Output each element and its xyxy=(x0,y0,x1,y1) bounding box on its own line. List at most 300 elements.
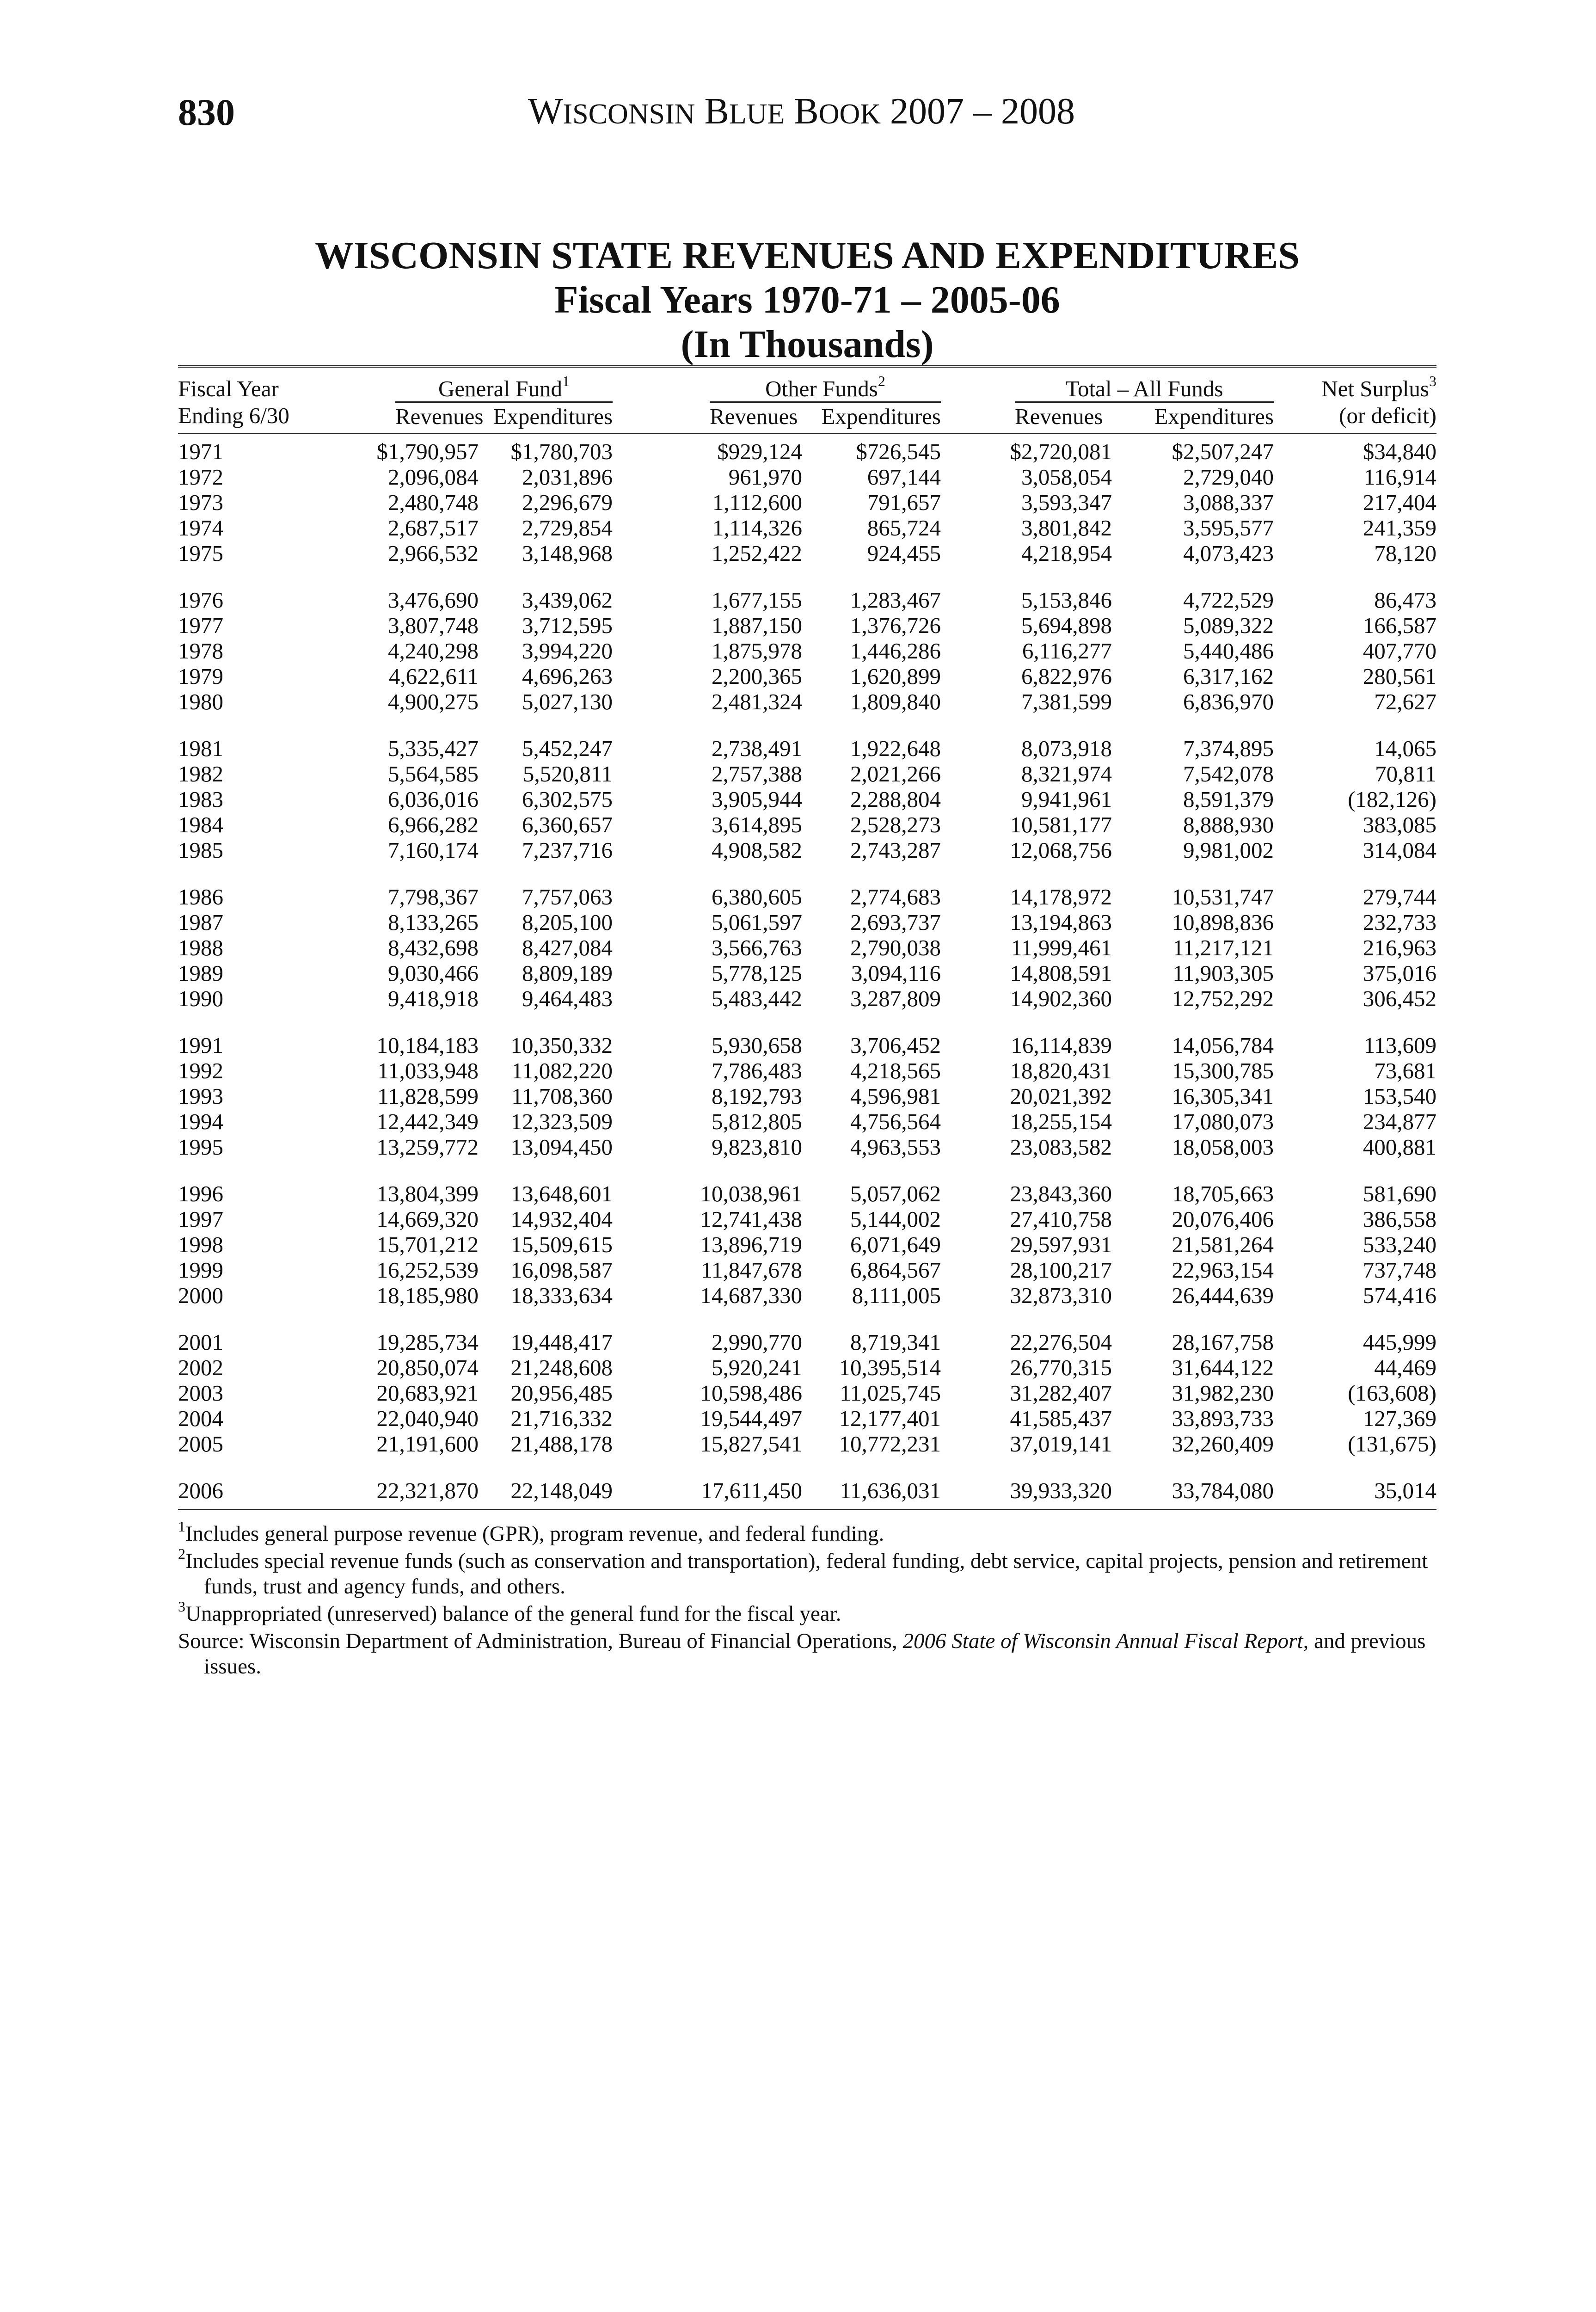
cell-gf-expenditures: 13,648,601 xyxy=(510,1181,613,1206)
cell-total-revenues: 16,114,839 xyxy=(1011,1033,1112,1058)
cell-of-expenditures: 4,596,981 xyxy=(850,1083,941,1109)
cell-net-surplus: 234,877 xyxy=(1363,1109,1436,1134)
header-total-expenditures: Expenditures xyxy=(1154,404,1274,429)
book-title xyxy=(528,91,1075,133)
table-row xyxy=(178,787,1436,812)
cell-total-expenditures: 3,088,337 xyxy=(1183,490,1274,515)
cell-fiscal-year: 2005 xyxy=(178,1431,223,1457)
table-row xyxy=(178,714,1436,761)
cell-gf-expenditures: 22,148,049 xyxy=(479,1457,613,1510)
cell-of-revenues: 14,687,330 xyxy=(700,1283,802,1308)
cell-fiscal-year: 1995 xyxy=(178,1134,223,1160)
cell-total-revenues: 29,597,931 xyxy=(1010,1232,1112,1257)
cell-total-expenditures: 6,317,162 xyxy=(1183,664,1274,689)
cell-gf-revenues: 5,335,427 xyxy=(388,736,479,761)
cell-total-revenues: 6,822,976 xyxy=(1021,664,1112,689)
cell-gf-expenditures: 3,994,220 xyxy=(522,638,613,664)
cell-fiscal-year: 1986 xyxy=(178,884,223,910)
cell-total-expenditures: 14,056,784 xyxy=(1172,1033,1274,1058)
cell-gf-expenditures: 5,027,130 xyxy=(522,689,613,714)
footnote-2: $^2$Includes special revenue funds (such as conservation and transportation), federal funding, debt service, capital projects, pension and retirement funds, trust and agency funds, and others. xyxy=(178,1545,1428,1599)
cell-gf-revenues: 7,798,367 xyxy=(388,884,479,910)
cell-net-surplus: 127,369 xyxy=(1363,1406,1436,1431)
cell-of-revenues: 3,905,944 xyxy=(712,787,802,812)
cell-gf-expenditures: 11,708,360 xyxy=(511,1083,613,1109)
cell-gf-revenues: 21,191,600 xyxy=(376,1431,479,1457)
cell-of-expenditures: 2,790,038 xyxy=(850,935,941,960)
page-number: 830 xyxy=(178,91,235,133)
cell-gf-revenues: 4,900,275 xyxy=(388,689,479,714)
cell-gf-revenues: 3,476,690 xyxy=(388,587,479,613)
cell-gf-expenditures: 9,464,483 xyxy=(522,986,613,1011)
cell-of-expenditures: 10,395,514 xyxy=(839,1355,941,1380)
cell-of-expenditures: 4,963,553 xyxy=(850,1134,941,1160)
cell-of-expenditures: 5,144,002 xyxy=(850,1206,941,1232)
cell-gf-revenues: 8,432,698 xyxy=(388,935,479,960)
cell-of-revenues: 2,990,770 xyxy=(712,1329,802,1355)
cell-total-revenues: 18,255,154 xyxy=(1010,1109,1112,1134)
cell-of-expenditures: 865,724 xyxy=(867,515,941,541)
cell-of-revenues: 1,112,600 xyxy=(712,490,802,515)
cell-net-surplus: 78,120 xyxy=(1374,541,1436,566)
table-row xyxy=(178,986,1436,1011)
cell-gf-revenues: 4,622,611 xyxy=(388,664,479,689)
cell-fiscal-year: 1996 xyxy=(178,1181,223,1206)
cell-net-surplus: 314,084 xyxy=(1363,837,1436,863)
cell-of-revenues: 1,114,326 xyxy=(712,515,802,541)
cell-of-expenditures: 6,071,649 xyxy=(850,1232,941,1257)
cell-total-revenues: 18,820,431 xyxy=(1010,1058,1112,1083)
cell-total-revenues: 14,902,360 xyxy=(1010,986,1112,1011)
cell-of-expenditures: 3,706,452 xyxy=(850,1033,941,1058)
cell-gf-revenues: 2,480,748 xyxy=(388,490,479,515)
cell-gf-revenues: 22,321,870 xyxy=(317,1457,479,1510)
cell-of-revenues: 10,038,961 xyxy=(700,1181,802,1206)
cell-total-revenues: 4,218,954 xyxy=(1021,541,1112,566)
cell-gf-revenues: 9,418,918 xyxy=(388,986,479,1011)
cell-of-expenditures: 4,756,564 xyxy=(850,1109,941,1134)
table-row xyxy=(178,515,1436,541)
table-row xyxy=(178,638,1436,664)
cell-of-revenues: 1,677,155 xyxy=(712,587,802,613)
cell-fiscal-year: 1976 xyxy=(178,587,223,613)
cell-net-surplus: 533,240 xyxy=(1363,1232,1436,1257)
title-line-3: (In Thousands) xyxy=(681,323,934,366)
cell-of-expenditures: 1,922,648 xyxy=(850,736,941,761)
book-years: 2007 – 2008 xyxy=(890,91,1075,132)
cell-net-surplus: (182,126) xyxy=(1348,787,1436,812)
cell-gf-expenditures: 21,248,608 xyxy=(510,1355,613,1380)
cell-gf-expenditures: 5,452,247 xyxy=(522,736,613,761)
cell-total-revenues: 20,021,392 xyxy=(1010,1083,1112,1109)
cell-total-expenditures: 26,444,639 xyxy=(1172,1283,1274,1308)
cell-of-expenditures: 4,218,565 xyxy=(850,1058,941,1083)
cell-total-revenues: $2,720,081 xyxy=(1010,439,1112,464)
table-row xyxy=(178,1232,1436,1257)
cell-net-surplus: 232,733 xyxy=(1363,910,1436,935)
cell-of-revenues: 1,887,150 xyxy=(712,613,802,638)
cell-gf-revenues: 7,160,174 xyxy=(388,837,479,863)
cell-of-expenditures: 2,021,266 xyxy=(850,761,941,787)
cell-total-expenditures: 2,729,040 xyxy=(1183,464,1274,490)
cell-total-revenues: 6,116,277 xyxy=(1022,638,1112,664)
cell-gf-expenditures: 2,729,854 xyxy=(522,515,613,541)
cell-of-expenditures: 791,657 xyxy=(867,490,941,515)
cell-gf-revenues: 2,096,084 xyxy=(388,464,479,490)
cell-net-surplus: (163,608) xyxy=(1348,1380,1436,1406)
cell-gf-revenues: 4,240,298 xyxy=(388,638,479,664)
cell-total-revenues: 8,321,974 xyxy=(1021,761,1112,787)
table-row xyxy=(178,863,1436,910)
cell-net-surplus: 279,744 xyxy=(1363,884,1436,910)
cell-gf-expenditures: 8,427,084 xyxy=(522,935,613,960)
cell-gf-revenues: 6,966,282 xyxy=(388,812,479,837)
cell-total-expenditures: 22,963,154 xyxy=(1172,1257,1274,1283)
cell-total-expenditures: 18,705,663 xyxy=(1172,1181,1274,1206)
cell-net-surplus: 581,690 xyxy=(1363,1181,1436,1206)
cell-gf-expenditures: 3,439,062 xyxy=(522,587,613,613)
cell-gf-expenditures: 21,716,332 xyxy=(510,1406,613,1431)
cell-fiscal-year: 1981 xyxy=(178,736,223,761)
cell-of-expenditures: 11,636,031 xyxy=(802,1457,941,1510)
cell-gf-revenues: 6,036,016 xyxy=(388,787,479,812)
cell-total-expenditures: 4,073,423 xyxy=(1183,541,1274,566)
cell-gf-expenditures: 7,757,063 xyxy=(522,884,613,910)
cell-of-revenues: 3,566,763 xyxy=(712,935,802,960)
table-row xyxy=(178,1431,1436,1457)
cell-of-revenues: 7,786,483 xyxy=(712,1058,802,1083)
cell-gf-expenditures: 18,333,634 xyxy=(510,1283,613,1308)
cell-of-expenditures: 1,620,899 xyxy=(850,664,941,689)
cell-of-revenues: 1,252,422 xyxy=(712,541,802,566)
cell-fiscal-year: 1977 xyxy=(178,613,223,638)
table-row xyxy=(178,613,1436,638)
cell-of-expenditures: 1,809,840 xyxy=(850,689,941,714)
cell-gf-revenues: 19,285,734 xyxy=(376,1329,479,1355)
cell-net-surplus: 73,681 xyxy=(1374,1058,1436,1083)
running-head xyxy=(178,91,1418,141)
table-row xyxy=(178,960,1436,986)
cell-total-expenditures: 3,595,577 xyxy=(1183,515,1274,541)
cell-fiscal-year: 1997 xyxy=(178,1206,223,1232)
cell-gf-expenditures: 15,509,615 xyxy=(510,1232,613,1257)
cell-fiscal-year: 1989 xyxy=(178,960,223,986)
cell-fiscal-year: 1984 xyxy=(178,812,223,837)
cell-of-revenues: $929,124 xyxy=(717,439,802,464)
cell-net-surplus: 400,881 xyxy=(1363,1134,1436,1160)
header-row-2 xyxy=(178,401,1436,434)
header-of-expenditures: Expenditures xyxy=(821,404,941,429)
source-note: Source: Wisconsin Department of Administration, Bureau of Financial Operations, 2006 State of Wisconsin Annual Fiscal Report, and previous issues. xyxy=(178,1629,1426,1679)
cell-net-surplus: 113,609 xyxy=(1363,1033,1436,1058)
cell-gf-revenues: 20,683,921 xyxy=(376,1380,479,1406)
cell-total-revenues: 32,873,310 xyxy=(1010,1283,1112,1308)
cell-fiscal-year: 1974 xyxy=(178,515,223,541)
cell-fiscal-year: 1975 xyxy=(178,541,223,566)
table-row xyxy=(178,1011,1436,1058)
table-row xyxy=(178,837,1436,863)
cell-net-surplus: 70,811 xyxy=(1375,761,1436,787)
cell-total-revenues: 31,282,407 xyxy=(1010,1380,1112,1406)
cell-of-revenues: 8,192,793 xyxy=(712,1083,802,1109)
cell-total-expenditures: 10,531,747 xyxy=(1172,884,1274,910)
header-of-revenues: Revenues xyxy=(710,404,798,429)
cell-of-expenditures: 2,693,737 xyxy=(850,910,941,935)
header-gf-revenues: Revenues xyxy=(395,404,484,429)
table-row xyxy=(178,1206,1436,1232)
cell-total-expenditures: 9,981,002 xyxy=(1183,837,1274,863)
cell-net-surplus: $34,840 xyxy=(1363,439,1436,464)
cell-total-revenues: 39,933,320 xyxy=(941,1457,1112,1510)
cell-total-expenditures: 4,722,529 xyxy=(1183,587,1274,613)
cell-total-expenditures: 7,542,078 xyxy=(1183,761,1274,787)
cell-fiscal-year: 1971 xyxy=(178,439,223,464)
cell-fiscal-year: 2001 xyxy=(178,1329,223,1355)
cell-total-revenues: 5,694,898 xyxy=(1021,613,1112,638)
cell-gf-revenues: 9,030,466 xyxy=(388,960,479,986)
cell-of-expenditures: 697,144 xyxy=(867,464,941,490)
cell-gf-expenditures: $1,780,703 xyxy=(510,439,613,464)
cell-net-surplus: 306,452 xyxy=(1363,986,1436,1011)
title-line-2: Fiscal Years 1970-71 – 2005-06 xyxy=(554,278,1060,321)
cell-gf-revenues: 8,133,265 xyxy=(388,910,479,935)
cell-of-expenditures: 3,287,809 xyxy=(850,986,941,1011)
cell-total-revenues: 11,999,461 xyxy=(1011,935,1112,960)
cell-total-revenues: 37,019,141 xyxy=(1010,1431,1112,1457)
cell-total-revenues: 10,581,177 xyxy=(1010,812,1112,837)
cell-of-revenues: 5,483,442 xyxy=(712,986,802,1011)
table-row xyxy=(178,664,1436,689)
header-general-fund: General Fund$^1$ xyxy=(438,373,570,401)
cell-total-expenditures: 7,374,895 xyxy=(1183,736,1274,761)
cell-of-revenues: 1,875,978 xyxy=(712,638,802,664)
cell-total-expenditures: 31,982,230 xyxy=(1172,1380,1274,1406)
table-row xyxy=(178,761,1436,787)
cell-of-expenditures: 3,094,116 xyxy=(851,960,941,986)
cell-total-expenditures: 33,784,080 xyxy=(1112,1457,1274,1510)
cell-net-surplus: 14,065 xyxy=(1374,736,1436,761)
table-row xyxy=(178,1058,1436,1083)
cell-of-expenditures: 1,376,726 xyxy=(850,613,941,638)
cell-gf-expenditures: 19,448,417 xyxy=(510,1329,613,1355)
cell-fiscal-year: 1991 xyxy=(178,1033,223,1058)
cell-fiscal-year: 1983 xyxy=(178,787,223,812)
table-row xyxy=(178,1308,1436,1355)
cell-net-surplus: 407,770 xyxy=(1363,638,1436,664)
cell-of-expenditures: $726,545 xyxy=(856,439,941,464)
cell-total-expenditures: 8,888,930 xyxy=(1183,812,1274,837)
cell-total-revenues: 27,410,758 xyxy=(1010,1206,1112,1232)
cell-fiscal-year: 2003 xyxy=(178,1380,223,1406)
cell-gf-expenditures: 3,148,968 xyxy=(522,541,613,566)
cell-fiscal-year: 1985 xyxy=(178,837,223,863)
cell-total-revenues: 13,194,863 xyxy=(1010,910,1112,935)
cell-of-revenues: 10,598,486 xyxy=(700,1380,802,1406)
cell-of-revenues: 9,823,810 xyxy=(712,1134,802,1160)
table-row xyxy=(178,1257,1436,1283)
cell-gf-revenues: 2,687,517 xyxy=(388,515,479,541)
cell-total-expenditures: 6,836,970 xyxy=(1183,689,1274,714)
cell-total-revenues: 7,381,599 xyxy=(1021,689,1112,714)
cell-gf-revenues: 12,442,349 xyxy=(376,1109,479,1134)
cell-gf-expenditures: 21,488,178 xyxy=(510,1431,613,1457)
table-row xyxy=(178,1283,1436,1308)
cell-gf-revenues: 11,033,948 xyxy=(377,1058,479,1083)
cell-of-revenues: 5,930,658 xyxy=(712,1033,802,1058)
cell-gf-expenditures: 4,696,263 xyxy=(522,664,613,689)
footnotes xyxy=(178,1518,1436,1681)
cell-fiscal-year: 1998 xyxy=(178,1232,223,1257)
cell-of-revenues: 5,812,805 xyxy=(712,1109,802,1134)
header-total-all-funds: Total – All Funds xyxy=(1065,376,1223,401)
cell-fiscal-year: 1999 xyxy=(178,1257,223,1283)
cell-gf-expenditures: 20,956,485 xyxy=(510,1380,613,1406)
cell-total-revenues: 23,083,582 xyxy=(1010,1134,1112,1160)
header-fiscal-year: Fiscal Year xyxy=(178,376,279,401)
cell-total-expenditures: 5,089,322 xyxy=(1183,613,1274,638)
table-row xyxy=(178,1109,1436,1134)
cell-gf-expenditures: 14,932,404 xyxy=(510,1206,613,1232)
cell-net-surplus: 737,748 xyxy=(1363,1257,1436,1283)
cell-gf-revenues: 18,185,980 xyxy=(376,1283,479,1308)
cell-fiscal-year: 1972 xyxy=(178,464,223,490)
cell-gf-expenditures: 7,237,716 xyxy=(522,837,613,863)
cell-of-expenditures: 2,288,804 xyxy=(850,787,941,812)
cell-of-expenditures: 12,177,401 xyxy=(839,1406,941,1431)
cell-of-revenues: 5,061,597 xyxy=(712,910,802,935)
cell-of-expenditures: 1,446,286 xyxy=(850,638,941,664)
cell-net-surplus: 72,627 xyxy=(1374,689,1436,714)
cell-total-expenditures: 11,217,121 xyxy=(1172,935,1274,960)
book-title-word: WISCONSIN xyxy=(528,91,695,132)
cell-net-surplus: 383,085 xyxy=(1363,812,1436,837)
footnote-3: $^3$Unappropriated (unreserved) balance of the general fund for the fiscal year. xyxy=(178,1598,841,1626)
cell-total-revenues: 3,593,347 xyxy=(1021,490,1112,515)
cell-of-expenditures: 8,111,005 xyxy=(852,1283,941,1308)
cell-total-expenditures: 28,167,758 xyxy=(1172,1329,1274,1355)
revenue-expenditure-table xyxy=(178,365,1436,1510)
cell-net-surplus: 44,469 xyxy=(1374,1355,1436,1380)
cell-of-revenues: 2,738,491 xyxy=(712,736,802,761)
cell-gf-expenditures: 16,098,587 xyxy=(510,1257,613,1283)
cell-total-revenues: 12,068,756 xyxy=(1010,837,1112,863)
cell-gf-expenditures: 5,520,811 xyxy=(522,761,613,787)
book-title-word: BLUE xyxy=(704,91,785,132)
title-line-1: WISCONSIN STATE REVENUES AND EXPENDITURES xyxy=(314,234,1300,277)
cell-of-expenditures: 6,864,567 xyxy=(850,1257,941,1283)
cell-fiscal-year: 2002 xyxy=(178,1355,223,1380)
table-row xyxy=(178,689,1436,714)
cell-of-revenues: 19,544,497 xyxy=(700,1406,802,1431)
table-row xyxy=(178,566,1436,613)
cell-total-expenditures: 15,300,785 xyxy=(1172,1058,1274,1083)
cell-total-revenues: 8,073,918 xyxy=(1021,736,1112,761)
cell-gf-expenditures: 10,350,332 xyxy=(510,1033,613,1058)
cell-total-expenditures: 21,581,264 xyxy=(1172,1232,1274,1257)
cell-net-surplus: 216,963 xyxy=(1363,935,1436,960)
table-row xyxy=(178,1457,1436,1510)
table-row xyxy=(178,434,1436,465)
cell-fiscal-year: 1990 xyxy=(178,986,223,1011)
cell-total-expenditures: 12,752,292 xyxy=(1172,986,1274,1011)
cell-net-surplus: 35,014 xyxy=(1274,1457,1436,1510)
cell-of-expenditures: 2,528,273 xyxy=(850,812,941,837)
cell-fiscal-year: 1979 xyxy=(178,664,223,689)
cell-gf-revenues: 3,807,748 xyxy=(388,613,479,638)
cell-total-revenues: 14,178,972 xyxy=(1010,884,1112,910)
cell-total-revenues: 3,058,054 xyxy=(1021,464,1112,490)
cell-net-surplus: 241,359 xyxy=(1363,515,1436,541)
cell-gf-expenditures: 3,712,595 xyxy=(522,613,613,638)
header-ending: Ending 6/30 xyxy=(178,401,317,434)
cell-gf-revenues: 10,184,183 xyxy=(376,1033,479,1058)
header-gf-expenditures: Expenditures xyxy=(493,404,613,429)
cell-gf-revenues: 5,564,585 xyxy=(388,761,479,787)
cell-gf-revenues: 11,828,599 xyxy=(377,1083,479,1109)
cell-of-expenditures: 8,719,341 xyxy=(850,1329,941,1355)
cell-total-expenditures: 18,058,003 xyxy=(1172,1134,1274,1160)
cell-gf-expenditures: 8,809,189 xyxy=(522,960,613,986)
cell-fiscal-year: 1993 xyxy=(178,1083,223,1109)
table-row xyxy=(178,464,1436,490)
table-row xyxy=(178,1380,1436,1406)
cell-net-surplus: 153,540 xyxy=(1363,1083,1436,1109)
cell-fiscal-year: 1973 xyxy=(178,490,223,515)
cell-total-expenditures: 32,260,409 xyxy=(1172,1431,1274,1457)
cell-of-revenues: 17,611,450 xyxy=(613,1457,802,1510)
cell-net-surplus: 386,558 xyxy=(1363,1206,1436,1232)
cell-of-revenues: 5,920,241 xyxy=(712,1355,802,1380)
cell-of-revenues: 13,896,719 xyxy=(700,1232,802,1257)
cell-gf-revenues: 13,804,399 xyxy=(376,1181,479,1206)
cell-of-revenues: 12,741,438 xyxy=(700,1206,802,1232)
cell-gf-revenues: $1,790,957 xyxy=(376,439,479,464)
cell-total-expenditures: 5,440,486 xyxy=(1183,638,1274,664)
cell-total-revenues: 22,276,504 xyxy=(1010,1329,1112,1355)
table-row xyxy=(178,1406,1436,1431)
cell-total-expenditures: 10,898,836 xyxy=(1172,910,1274,935)
cell-total-revenues: 26,770,315 xyxy=(1010,1355,1112,1380)
cell-total-revenues: 41,585,437 xyxy=(1010,1406,1112,1431)
cell-fiscal-year: 1982 xyxy=(178,761,223,787)
cell-of-expenditures: 5,057,062 xyxy=(850,1181,941,1206)
cell-fiscal-year: 2006 xyxy=(178,1457,317,1510)
cell-net-surplus: 445,999 xyxy=(1363,1329,1436,1355)
table-row xyxy=(178,935,1436,960)
cell-net-surplus: 574,416 xyxy=(1363,1283,1436,1308)
cell-total-expenditures: 8,591,379 xyxy=(1183,787,1274,812)
table-title xyxy=(178,234,1436,367)
cell-gf-revenues: 16,252,539 xyxy=(376,1257,479,1283)
cell-gf-revenues: 13,259,772 xyxy=(376,1134,479,1160)
table-row xyxy=(178,541,1436,566)
cell-net-surplus: 116,914 xyxy=(1363,464,1436,490)
cell-fiscal-year: 1987 xyxy=(178,910,223,935)
cell-total-revenues: 23,843,360 xyxy=(1010,1181,1112,1206)
cell-of-expenditures: 2,774,683 xyxy=(850,884,941,910)
cell-total-expenditures: 31,644,122 xyxy=(1172,1355,1274,1380)
cell-of-revenues: 11,847,678 xyxy=(701,1257,802,1283)
cell-net-surplus: 166,587 xyxy=(1363,613,1436,638)
cell-of-expenditures: 1,283,467 xyxy=(850,587,941,613)
cell-of-revenues: 2,200,365 xyxy=(712,664,802,689)
cell-of-revenues: 2,757,388 xyxy=(712,761,802,787)
header-total-revenues: Revenues xyxy=(1015,404,1103,429)
table-row xyxy=(178,1355,1436,1380)
cell-gf-expenditures: 12,323,509 xyxy=(510,1109,613,1134)
cell-fiscal-year: 1988 xyxy=(178,935,223,960)
cell-of-revenues: 2,481,324 xyxy=(712,689,802,714)
